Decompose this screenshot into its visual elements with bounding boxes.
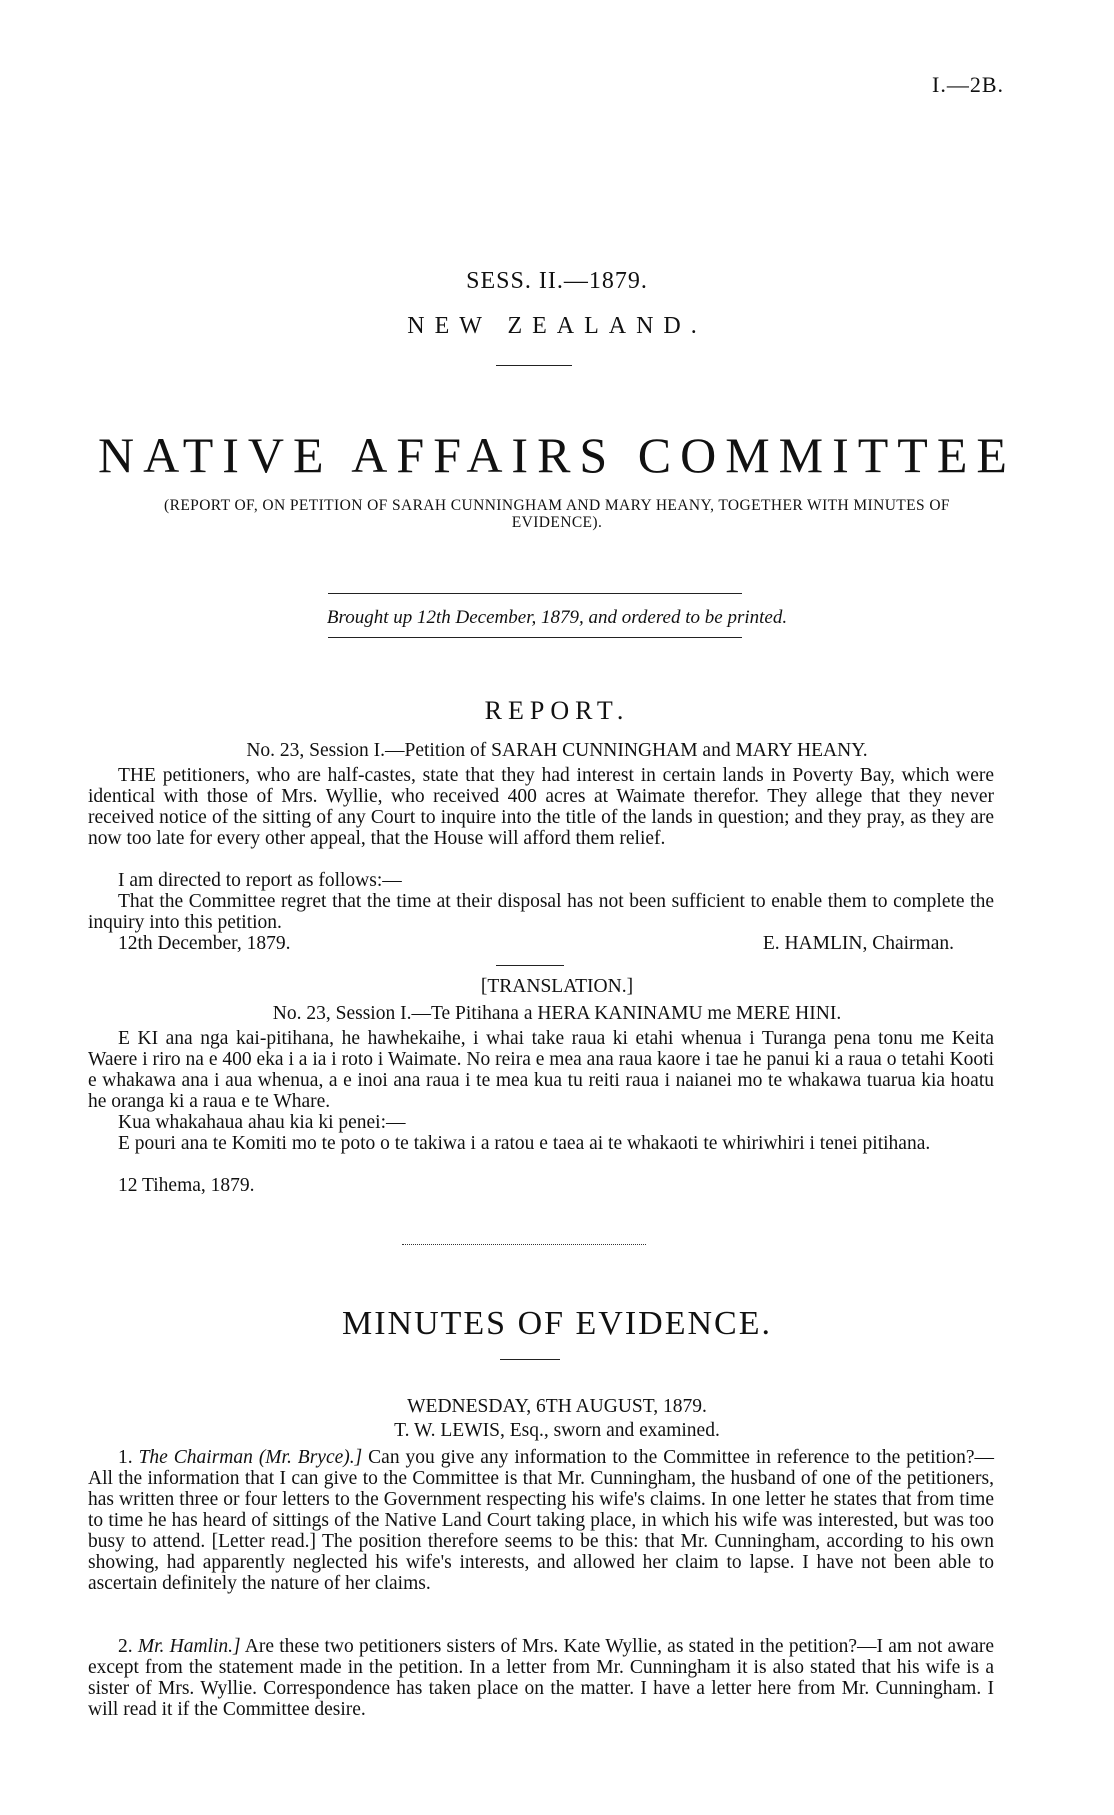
brought-up-line: Brought up 12th December, 1879, and ordered to be printed. [326,607,788,628]
question-speaker: The Chairman (Mr. Bryce).] [138,1447,363,1468]
report-signature: E. HAMLIN, Chairman. [762,933,954,954]
document-subtitle: (REPORT OF, ON PETITION OF SARAH CUNNINGHAM AND MARY HEANY, TOGETHER WITH MINUTES OF EVIDENCE). [164,497,950,531]
question-2 [88,1636,994,1720]
question-number: 2. [118,1636,133,1657]
question-number: 1. [118,1447,133,1468]
report-signoff [88,933,994,955]
question-1 [88,1447,994,1594]
session-line: SESS. II.—1879. [466,268,648,294]
report-date: 12th December, 1879. [118,933,291,954]
translation-paragraph: E pouri ana te Komiti mo te poto o te takiwa i a ratou e taea ai te whakaoti te whiriwhiri i tenei pitihana. [118,1133,931,1154]
petition-line: No. 23, Session I.—Petition of SARAH CUNNINGHAM and MARY HEANY. [246,740,868,761]
translation-paragraph: Kua whakahaua ahau kia ki penei:— [118,1112,406,1133]
translation-date: 12 Tihema, 1879. [118,1175,255,1196]
report-paragraph: I am directed to report as follows:— [118,870,402,891]
document-title: NATIVE AFFAIRS COMMITTEE [98,427,1016,483]
report-heading: REPORT. [484,696,630,725]
question-speaker: Mr. Hamlin.] [137,1636,241,1657]
question-text: Are these two petitioners sisters of Mrs. Kate Wyllie, as stated in the petition?—I am not aware except from the statement made in the petition. In a letter from Mr. Cunningham it is also stated that his wife is a sister of Mrs. Wyllie. Correspondence has taken place on the matter. I have a letter here from Mr. Cunningham. I will read it if the Committee desire. [88,1636,995,1720]
minutes-heading: MINUTES OF EVIDENCE. [341,1305,773,1342]
witness-line: T. W. LEWIS, Esq., sworn and examined. [394,1420,720,1441]
page-identifier: I.—2B. [932,72,1004,97]
minutes-date-line: WEDNESDAY, 6TH AUGUST, 1879. [407,1396,707,1417]
report-paragraph: That the Committee regret that the time at their disposal has not been sufficient to enable them to complete the inquiry into this petition. [88,891,994,933]
divider-rule [496,965,564,966]
translation-paragraph: E KI ana nga kai-pitihana, he hawhekaihe, i whai take raua ki etahi whenua i Turanga pena tonu me Keita Waere i riro na e 400 eka i a ia i roto i Waimate. No reira e mea ana raua kaore i tae he panui ki a raua o tetahi Kooti e whakawa ana i aua whenua, a e inoi ana raua i te mea kua tu reiti raua i naianei mo te whakawa tuarua kia hoatu he oranga ki a raua e te Whare. [88,1028,994,1112]
divider-rule [328,593,742,594]
translation-heading: [TRANSLATION.] [480,976,634,997]
question-text: Can you give any information to the Committee in reference to the petition?—All the information that I can give to the Committee is that Mr. Cunningham, the husband of one of the petitioners, has written three or four letters to the Government respecting his wife's claims. In one letter he states that from time to time he has heard of sittings of the Native Land Court taking place, in which his wife was interested, but was too busy to attend. [Letter read.] The position therefore seems to be this: that Mr. Cunningham, according to his own showing, had apparently neglected his wife's interests, and allowed her claim to lapse. I have not been able to ascertain definitely the nature of her claims. [88,1447,995,1594]
divider-rule [500,1359,560,1360]
report-paragraph: THE petitioners, who are half-castes, state that they had interest in certain lands in Poverty Bay, which were identical with those of Mrs. Wyllie, who received 400 acres at Waimate therefor. They allege that they never received notice of the sitting of any Court to inquire into the title of the lands in question; and they pray, as they are now too late for every other appeal, that the House will afford them relief. [88,765,994,849]
divider-rule [496,365,572,366]
translation-petition-line: No. 23, Session I.—Te Pitihana a HERA KANINAMU me MERE HINI. [272,1003,842,1024]
country-line: NEW ZEALAND. [407,313,707,339]
divider-rule [402,1244,646,1245]
divider-rule [328,637,742,638]
